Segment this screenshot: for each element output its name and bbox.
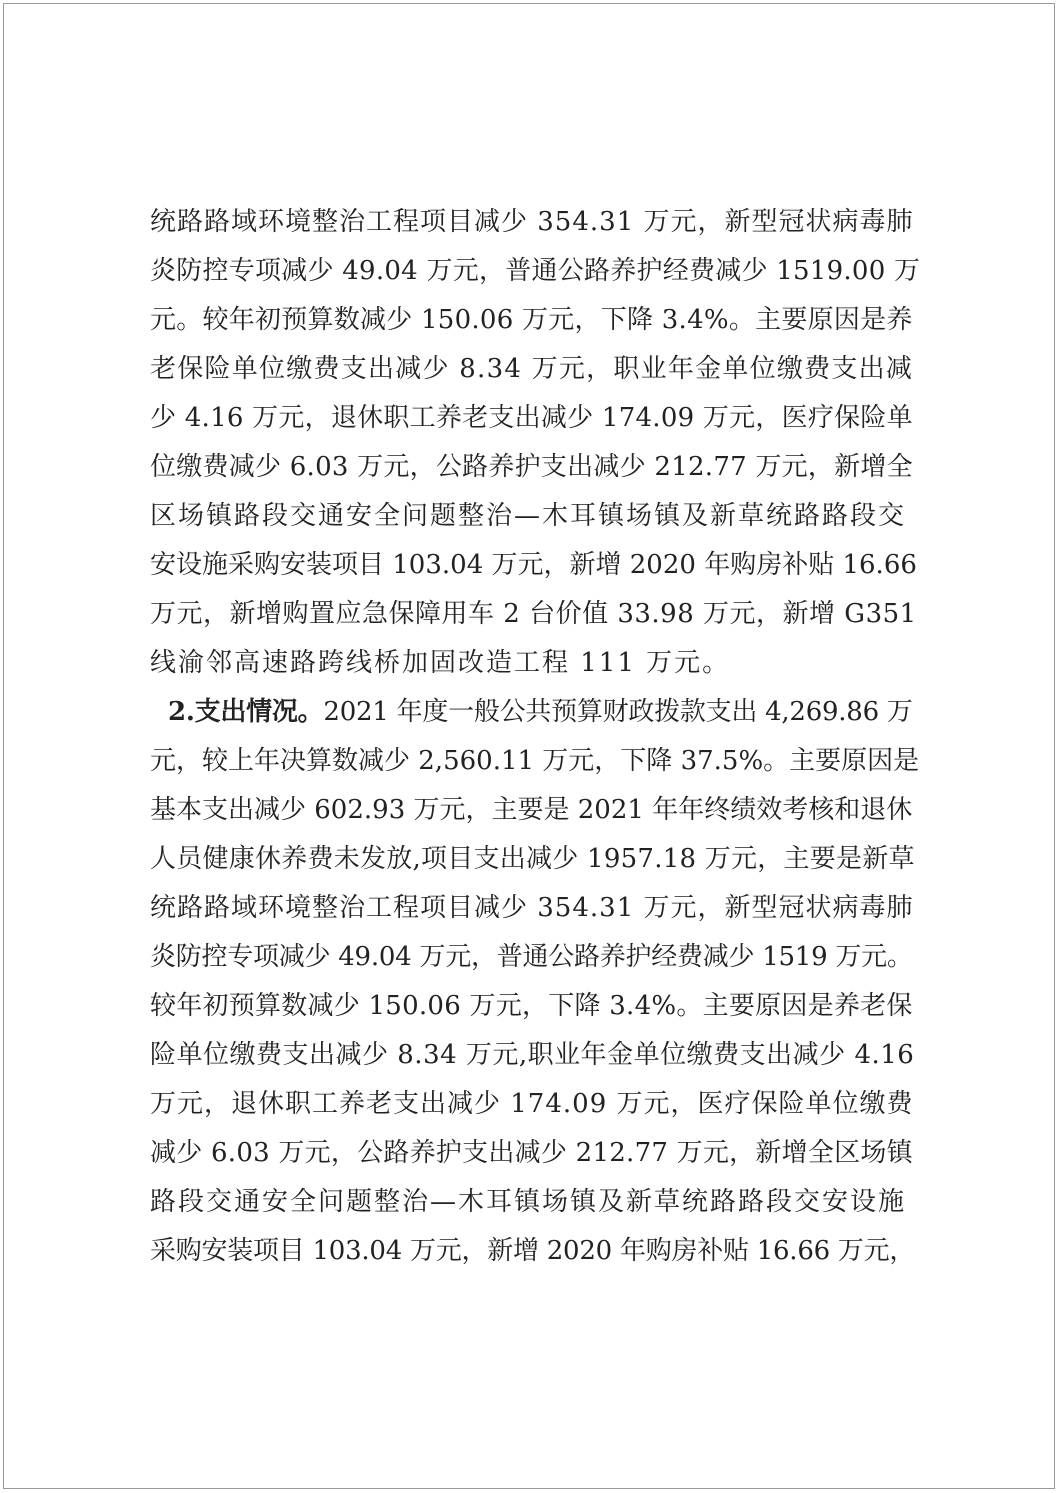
text-line: 万元，退休职工养老支出减少 174.09 万元，医疗保险单位缴费: [150, 1089, 914, 1119]
text-line: 统路路域环境整治工程项目减少 354.31 万元，新型冠状病毒肺: [150, 893, 914, 923]
text-line: 人员健康休养费未发放,项目支出减少 1957.18 万元，主要是新草: [150, 844, 915, 874]
text-line: 炎防控专项减少 49.04 万元，普通公路养护经费减少 1519.00 万: [150, 256, 921, 286]
text-line: 采购安装项目 103.04 万元，新增 2020 年购房补贴 16.66 万元，: [150, 1236, 916, 1266]
text-line: 减少 6.03 万元，公路养护支出减少 212.77 万元，新增全区场镇: [150, 1138, 913, 1168]
text-line: 区场镇路段交通安全问题整治—木耳镇场镇及新草统路路段交: [150, 501, 907, 531]
text-line: 险单位缴费支出减少 8.34 万元,职业年金单位缴费支出减少 4.16: [150, 1040, 915, 1070]
text-line: 元。较年初预算数减少 150.06 万元，下降 3.4%。主要原因是养: [150, 305, 913, 335]
text-line: 路段交通安全问题整治—木耳镇场镇及新草统路路段交安设施: [150, 1187, 907, 1217]
text-line: 老保险单位缴费支出减少 8.34 万元，职业年金单位缴费支出减: [150, 354, 914, 384]
text-line: 安设施采购安装项目 103.04 万元，新增 2020 年购房补贴 16.66: [150, 550, 917, 580]
section-2-heading: 2.支出情况。: [168, 697, 324, 727]
text-line: 少 4.16 万元，退休职工养老支出减少 174.09 万元，医疗保险单: [150, 403, 913, 433]
text-line: 万元，新增购置应急保障用车 2 台价值 33.98 万元，新增 G351: [150, 599, 917, 629]
text-line: 元，较上年决算数减少 2,560.11 万元，下降 37.5%。主要原因是: [150, 746, 920, 776]
text-line: 较年初预算数减少 150.06 万元，下降 3.4%。主要原因是养老保: [150, 991, 913, 1021]
text-line: 炎防控专项减少 49.04 万元，普通公路养护经费减少 1519 万元。: [150, 942, 913, 972]
section-2-first-line: [168, 697, 913, 727]
text-line: 位缴费减少 6.03 万元，公路养护支出减少 212.77 万元，新增全: [150, 452, 913, 482]
text-line: 统路路域环境整治工程项目减少 354.31 万元，新型冠状病毒肺: [150, 207, 914, 237]
section-2-intro: 2021 年度一般公共预算财政拨款支出 4,269.86 万: [323, 697, 913, 727]
text-line: 线渝邻高速路跨线桥加固改造工程 111 万元。: [150, 648, 731, 678]
text-line: 基本支出减少 602.93 万元，主要是 2021 年年终绩效考核和退休: [150, 795, 913, 825]
